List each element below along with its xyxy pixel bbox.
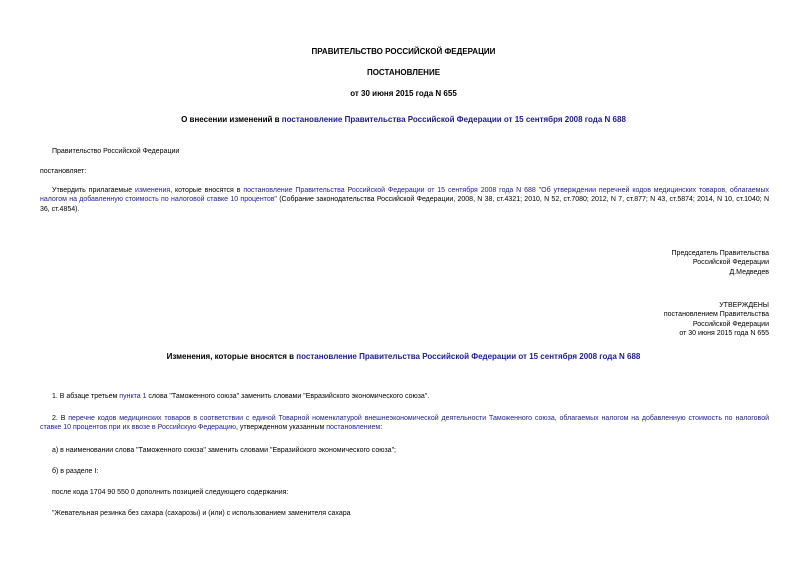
approved-line1: УТВЕРЖДЕНЫ [719, 302, 769, 309]
doc-header-type: ПОСТАНОВЛЕНИЕ [366, 68, 441, 77]
approved-block [664, 301, 769, 339]
doc-header-date: от 30 июня 2015 года N 655 [350, 89, 457, 98]
approved-line2: постановлением Правительства [663, 311, 769, 319]
doc-header-government: ПРАВИТЕЛЬСТВО РОССИЙСКОЙ ФЕДЕРАЦИИ [311, 47, 496, 56]
changes-title-prefix: Изменения, которые вносятся в [166, 352, 297, 361]
signature-line3: Д.Медведев [729, 268, 769, 276]
approved-line4: от 30 июня 2015 года N 655 [679, 330, 769, 338]
resolves-text: постановляет: [40, 168, 87, 175]
approved-line3: Российской Федерации [692, 320, 769, 328]
signature-block [672, 249, 769, 277]
item-after: после кода 1704 90 550 0 дополнить позицией следующего содержания: [52, 489, 289, 496]
approve-paragraph: Утвердить прилагаемые изменения, которые вносятся в постановление Правительства Российской Федерации от 15 сентября 2008 года N 688 "Об утверждении перечней кодов медицинских товаров, облагаемых налогом на добавленную стоимость по налоговой ставке 10 процентов" (Собрание законодательства Российской Федерации, 2008, N 38, ст.4321; 2010, N 52, ст.7080; 2012, N 7, ст.877; N 43, ст.5874; 2014, N 10, ст.1040; N 36, ст.4854). [40, 187, 770, 213]
item-2: 2. В перечне кодов медицинских товаров в соответствии с единой Товарной номенклатурой внешнеэкономической деятельности Таможенного союза, облагаемых налогом на добавленную стоимость по налоговой ставке 10 процентов при их ввозе в Российскую Федерацию, утвержденном указанным постановлением: [40, 415, 769, 432]
resolution-link[interactable]: постановлением [326, 424, 381, 432]
changes-title-link[interactable]: постановление Правительства Российской Федерации от 15 сентября 2008 года N 688 [296, 352, 641, 361]
item-quote: "Жевательная резинка без сахара (сахарозы) и (или) с использованием заменителя сахара [52, 510, 351, 517]
point-1-link[interactable]: пункта 1 [119, 393, 147, 400]
item-1: 1. В абзаце третьем пункта 1 слова "Таможенного союза" заменить словами "Евразийского экономического союза". [52, 393, 430, 400]
signature-line1: Председатель Правительства [671, 250, 769, 257]
resolution-688-link[interactable]: постановление Правительства Российской Федерации от 15 сентября 2008 года N 688 "Об утверждении перечней кодов медицинских товаров, облагаемых налогом на добавленную стоимость по налоговой ставке 10 процентов" [40, 187, 769, 204]
changes-link[interactable]: изменения [135, 187, 171, 194]
doc-title-link[interactable]: постановление Правительства Российской Федерации от 15 сентября 2008 года N 688 [281, 115, 626, 124]
doc-title-prefix: О внесении изменений в [181, 115, 282, 124]
issuer-text: Правительство Российской Федерации [52, 148, 180, 155]
changes-title [0, 352, 807, 363]
item-a: а) в наименовании слова "Таможенного союза" заменить словами "Евразийского экономического союза"; [52, 447, 396, 454]
codes-list-link[interactable]: перечне кодов медицинских товаров в соответствии с единой Товарной номенклатурой внешнеэкономической деятельности Таможенного союза, облагаемых налогом на добавленную стоимость по налоговой ставке 10 процентов при их ввозе в Российскую Федерацию [40, 415, 769, 432]
doc-title [0, 115, 807, 126]
item-b: б) в разделе I: [52, 468, 99, 475]
signature-line2: Российской Федерации [692, 259, 769, 267]
